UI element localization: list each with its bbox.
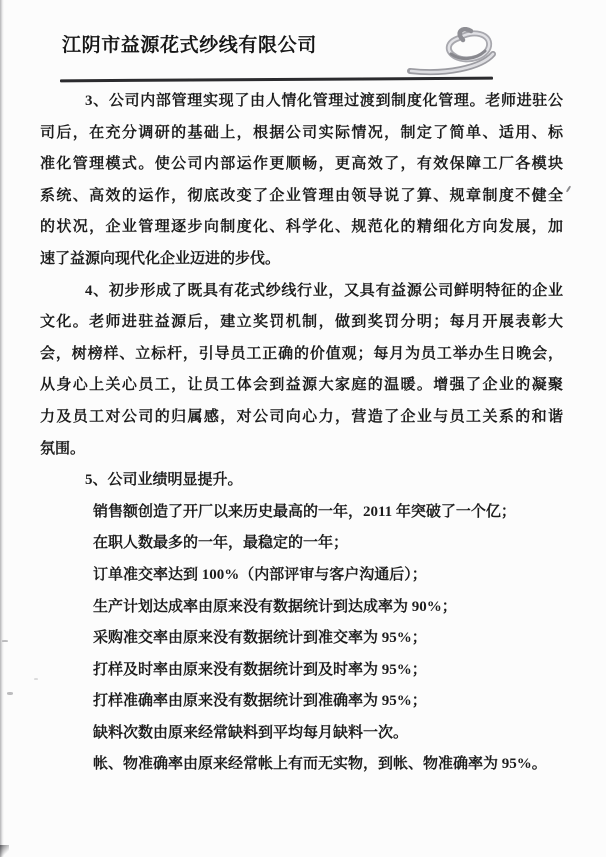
text-line: 氛围。 xyxy=(40,440,86,457)
text-line: 5、公司业绩明显提升。 xyxy=(85,472,243,489)
letterhead xyxy=(0,0,606,86)
scan-artifact xyxy=(7,692,13,695)
text-line: 司后，在充分调研的基础上，根据公司实际情况，制定了简单、适用、标 xyxy=(40,124,563,141)
text-line: 准化管理模式。使公司内部运作更顺畅，更高效了，有效保障工厂各模块 xyxy=(40,156,563,173)
performance-item: 生产计划达成率由原来没有数据统计到达成率为 90%； xyxy=(93,598,457,615)
scan-artifact xyxy=(2,640,8,642)
text-line: 从身心上关心员工，让员工体会到益源大家庭的温暖。增强了企业的凝聚 xyxy=(40,377,563,394)
performance-item: 销售额创造了开厂以来历史最高的一年，2011 年突破了一个亿； xyxy=(93,503,516,520)
paragraph-4 xyxy=(40,276,563,466)
text-line: 速了益源向现代化企业迈进的步伐。 xyxy=(40,250,281,267)
performance-item: 缺料次数由原来经常缺料到平均每月缺料一次。 xyxy=(93,724,409,741)
company-name: 江阴市益源花式纱线有限公司 xyxy=(62,35,317,56)
text-line: 的状况，企业管理逐步向制度化、科学化、规范化的精细化方向发展，加 xyxy=(40,219,563,236)
text-line: 会，树榜样、立标杆，引导员工正确的价值观；每月为员工举办生日晚会， xyxy=(40,345,563,362)
performance-item: 打样准确率由原来没有数据统计到准确率为 95%； xyxy=(93,693,427,710)
performance-list xyxy=(40,497,563,781)
scan-edge-shadow xyxy=(0,0,4,857)
text-line: 文化。老师进驻益源后，建立奖罚机制，做到奖罚分明；每月开展表彰大 xyxy=(40,314,563,331)
performance-item: 打样及时率由原来没有数据统计到及时率为 95%； xyxy=(93,661,427,678)
performance-item: 采购准交率由原来没有数据统计到准交率为 95%； xyxy=(93,630,427,647)
text-line: 4、初步形成了既具有花式纱线行业，又具有益源公司鲜明特征的企业 xyxy=(85,282,563,299)
header-divider-rule xyxy=(60,77,493,82)
scan-corner-artifact xyxy=(0,845,9,857)
performance-item: 订单准交率达到 100%（内部评审与客户沟通后）； xyxy=(93,566,427,583)
section-5-heading xyxy=(40,465,563,497)
text-line: 系统、高效的运作，彻底改变了企业管理由领导说了算、规章制度不健全 xyxy=(40,187,563,204)
paragraph-3 xyxy=(40,86,563,276)
scan-artifact xyxy=(566,186,571,193)
scan-artifact xyxy=(34,678,38,680)
text-line: 力及员工对公司的归属感，对公司向心力，营造了企业与员工关系的和谐 xyxy=(40,408,563,425)
performance-item: 在职人数最多的一年，最稳定的一年； xyxy=(93,535,349,552)
performance-item: 帐、物准确率由原来经常帐上有而无实物，到帐、物准确率为 95%。 xyxy=(93,756,547,773)
text-line: 3、公司内部管理实现了由人情化管理过渡到制度化管理。老师进驻公 xyxy=(85,93,563,109)
document-body xyxy=(40,86,563,781)
yarn-knot-logo-icon xyxy=(397,27,509,79)
